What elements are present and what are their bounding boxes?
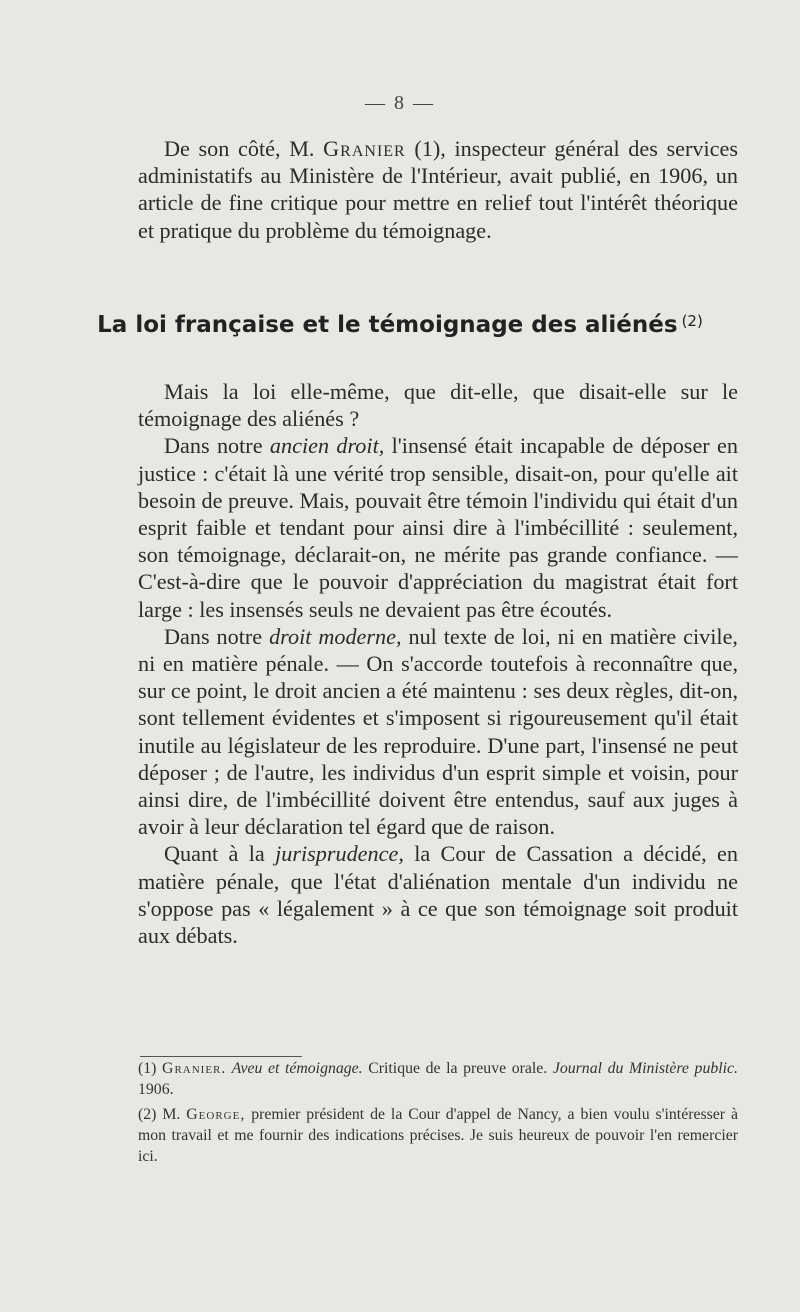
text-span: Dans notre xyxy=(164,433,270,459)
page-number: — 8 — xyxy=(365,92,435,114)
emphasis: jurisprudence, xyxy=(275,841,404,867)
text-span: la Cour de Cassation a décidé, en matière pénale, que l'état d'aliénation mentale d'un individu ne s'oppose pas « légalement » à ce que son témoignage soit produit aux débats. xyxy=(138,841,739,949)
paragraph xyxy=(138,840,738,949)
footnote-number: (2) M. xyxy=(138,1106,187,1123)
author-name: Granier. xyxy=(162,1060,227,1077)
intro-paragraph xyxy=(138,135,738,244)
text-span: Critique de la preuve orale. xyxy=(362,1060,553,1077)
footnote-divider xyxy=(140,1056,302,1057)
emphasis: ancien droit, xyxy=(269,433,385,459)
footnotes xyxy=(138,1058,738,1167)
text-span: l'insensé était incapable de déposer en justice : c'était là une vérité trop sensible, disait-on, pour qu'elle ait besoin de preuve. Mais, pouvait être témoin l'individu qui était d'un esprit faible et tendant pour ainsi dire à l'imbécillité : seulement, son témoignage, déclarait-on, ne mérite pas grande confiance. — C'est-à-dire que le pouvoir d'appréciation du magistrat était fort large : les insensés seuls ne devaient pas être écoutés. xyxy=(138,433,738,622)
text-span: Dans notre xyxy=(164,623,270,649)
text-span: De son côté, M. xyxy=(164,136,324,161)
author-name: Granier xyxy=(323,136,406,161)
text-span: premier président de la Cour d'appel de Nancy, a bien voulu s'intéresser à mon travail et me fournir des indications précises. Je suis heureux de pouvoir l'en remercier ici. xyxy=(138,1106,738,1165)
emphasis: Journal du Ministère public. xyxy=(552,1060,738,1077)
section-heading xyxy=(0,312,800,338)
paragraph xyxy=(138,623,738,841)
author-name: George, xyxy=(186,1106,246,1123)
emphasis: Aveu et témoignage. xyxy=(226,1060,363,1077)
text-span: Quant à la xyxy=(164,841,276,867)
footnote xyxy=(138,1104,738,1167)
paragraph xyxy=(138,432,738,622)
body-text xyxy=(138,378,738,949)
footnote xyxy=(138,1058,738,1100)
footnote-ref: (2) xyxy=(681,312,703,330)
text-span: 1906. xyxy=(138,1081,174,1098)
text-span: (1), inspecteur général des services administatifs au Ministère de l'Intérieur, avait publié, en 1906, un article de fine critique pour mettre en relief tout l'intérêt théorique et pratique du problème du témoignage. xyxy=(138,136,738,243)
emphasis: droit moderne, xyxy=(269,623,402,649)
paragraph: Mais la loi elle-même, que dit-elle, que disait-elle sur le témoignage des aliénés ? xyxy=(138,379,738,432)
footnote-number: (1) xyxy=(138,1060,163,1077)
paragraph xyxy=(138,135,738,244)
text-span: nul texte de loi, ni en matière civile, ni en matière pénale. — On s'accorde toutefois à reconnaître que, sur ce point, le droit ancien a été maintenu : ses deux règles, dit-on, sont tellement évidentes et s'imposent si rigoureusement qu'il était inutile au législateur de les reproduire. D'une part, l'insensé ne peut déposer ; de l'autre, les individus d'un esprit simple et voisin, pour ainsi dire, de l'imbécillité doivent être entendus, sauf aux juges à avoir à leur déclaration tel égard que de raison. xyxy=(138,623,738,840)
heading-text: La loi française et le témoignage des aliénés xyxy=(97,312,678,338)
